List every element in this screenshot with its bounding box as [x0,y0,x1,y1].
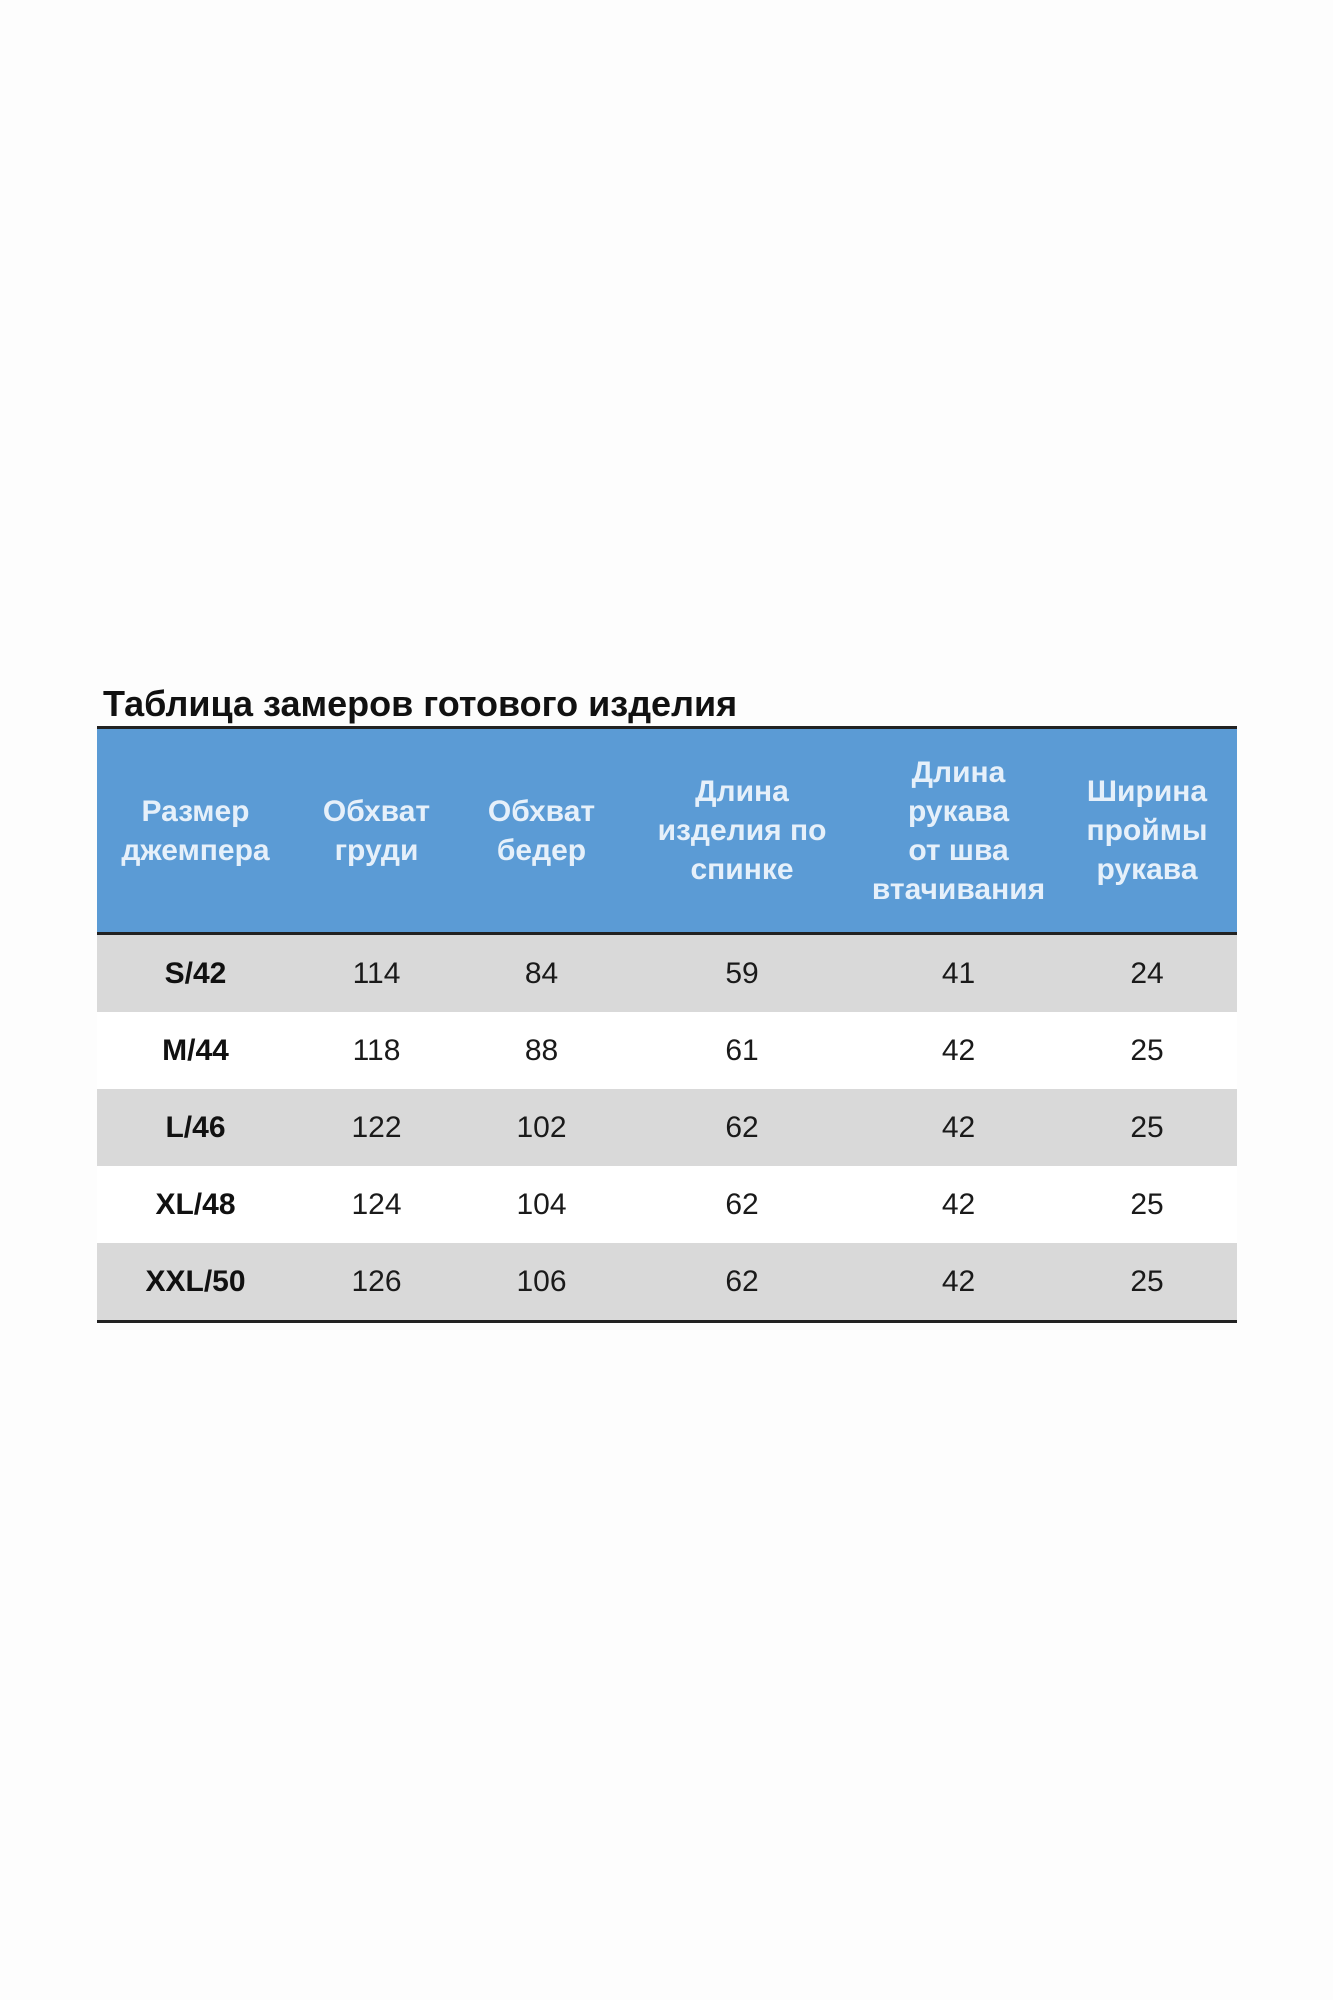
header-line: спинке [690,853,794,886]
size-cell: M/44 [97,1012,294,1089]
table-row [97,1089,1237,1166]
header-line: Размер [141,794,250,828]
column-header-sleeve-length [860,729,1057,934]
header-line: рукава [1096,853,1198,886]
header-line: Длина рукава [907,755,1010,828]
header-line: Ширина [1086,775,1208,808]
chest-cell: 124 [294,1166,459,1243]
column-header-size [97,729,294,934]
table-row [97,934,1237,1013]
armhole-width-cell: 25 [1057,1166,1237,1243]
hips-cell: 84 [459,934,624,1013]
header-line: от шва [908,833,1009,867]
header-line: проймы [1086,814,1208,847]
header-line: груди [334,833,419,867]
size-cell: L/46 [97,1089,294,1166]
chest-cell: 126 [294,1243,459,1320]
sleeve-length-cell: 41 [860,934,1057,1013]
armhole-width-cell: 25 [1057,1089,1237,1166]
header-line: втачивания [871,872,1046,906]
size-cell: S/42 [97,934,294,1013]
hips-cell: 104 [459,1166,624,1243]
back-length-cell: 59 [624,934,860,1013]
header-line: Обхват [487,794,596,828]
sleeve-length-cell: 42 [860,1166,1057,1243]
header-line: Обхват [322,794,431,828]
sleeve-length-cell: 42 [860,1243,1057,1320]
sleeve-length-cell: 42 [860,1089,1057,1166]
header-line: джемпера [121,833,270,867]
size-table-container [97,726,1237,1323]
hips-cell: 106 [459,1243,624,1320]
table-header [97,729,1237,934]
back-length-cell: 62 [624,1089,860,1166]
header-line: бедер [496,833,587,867]
header-line: изделия по [657,814,827,847]
header-row [97,729,1237,934]
armhole-width-cell: 25 [1057,1243,1237,1320]
column-header-chest [294,729,459,934]
size-cell: XXL/50 [97,1243,294,1320]
chest-cell: 118 [294,1012,459,1089]
size-table [97,729,1237,1320]
column-header-armhole-width [1057,729,1237,934]
table-body [97,934,1237,1321]
back-length-cell: 62 [624,1166,860,1243]
chest-cell: 114 [294,934,459,1013]
armhole-width-cell: 24 [1057,934,1237,1013]
hips-cell: 102 [459,1089,624,1166]
back-length-cell: 62 [624,1243,860,1320]
table-title: Таблица замеров готового изделия [103,683,738,724]
table-row [97,1243,1237,1320]
column-header-hips [459,729,624,934]
table-row [97,1012,1237,1089]
sleeve-length-cell: 42 [860,1012,1057,1089]
column-header-back-length [624,729,860,934]
chest-cell: 122 [294,1089,459,1166]
armhole-width-cell: 25 [1057,1012,1237,1089]
size-cell: XL/48 [97,1166,294,1243]
table-row [97,1166,1237,1243]
back-length-cell: 61 [624,1012,860,1089]
header-line: Длина [695,775,789,808]
hips-cell: 88 [459,1012,624,1089]
